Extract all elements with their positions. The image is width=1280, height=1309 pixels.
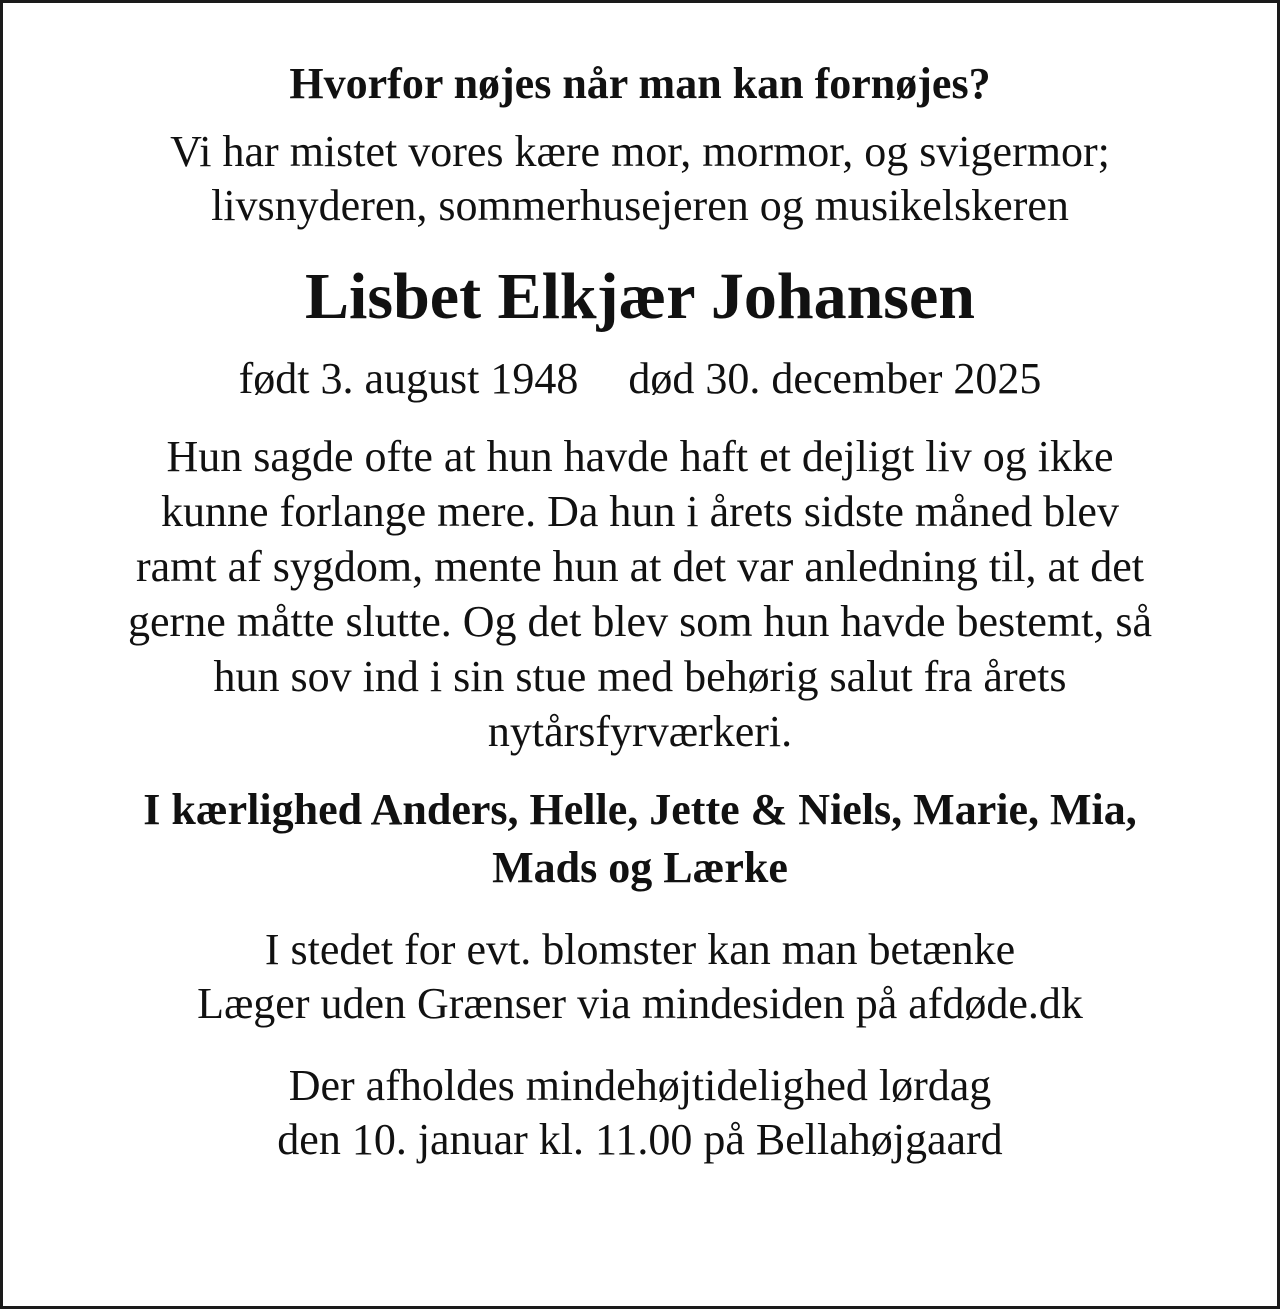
donation-note xyxy=(23,923,1257,1031)
body-line: nytårsfyrværkeri. xyxy=(487,707,793,756)
body-line: ramt af sygdom, mente hun at det var anledning til, at det xyxy=(135,542,1145,591)
life-dates xyxy=(23,351,1257,407)
birth-date: født 3. august 1948 xyxy=(238,354,579,403)
deceased-name: Lisbet Elkjær Johansen xyxy=(305,260,975,333)
body-line: gerne måtte slutte. Og det blev som hun havde bestemt, så xyxy=(128,597,1152,646)
donation-line: I stedet for evt. blomster kan man betænke xyxy=(264,925,1016,974)
intro-text xyxy=(23,125,1257,233)
signature-block xyxy=(23,781,1257,897)
memorial-line: Der afholdes mindehøjtidelighed lørdag xyxy=(288,1061,992,1110)
body-line: Hun sagde ofte at hun havde haft et dejligt liv og ikke xyxy=(166,432,1114,481)
intro-line: livsnyderen, sommerhusejeren og musikelskeren xyxy=(211,181,1069,230)
body-line: hun sov ind i sin stue med behørig salut fra årets xyxy=(213,652,1067,701)
memorial-service-note xyxy=(23,1059,1257,1167)
intro-line: Vi har mistet vores kære mor, mormor, og svigermor; xyxy=(170,127,1110,176)
death-date: død 30. december 2025 xyxy=(628,354,1042,403)
body-line: kunne forlange mere. Da hun i årets sidste måned blev xyxy=(161,487,1119,536)
signature-line: Mads og Lærke xyxy=(492,843,788,892)
memorial-line: den 10. januar kl. 11.00 på Bellahøjgaard xyxy=(277,1115,1003,1164)
signature-line: I kærlighed Anders, Helle, Jette & Niels, Marie, Mia, xyxy=(143,785,1137,834)
body-paragraph xyxy=(23,429,1257,759)
motto-heading: Hvorfor nøjes når man kan fornøjes? xyxy=(289,59,991,108)
donation-line: Læger uden Grænser via mindesiden på afdøde.dk xyxy=(197,979,1083,1028)
